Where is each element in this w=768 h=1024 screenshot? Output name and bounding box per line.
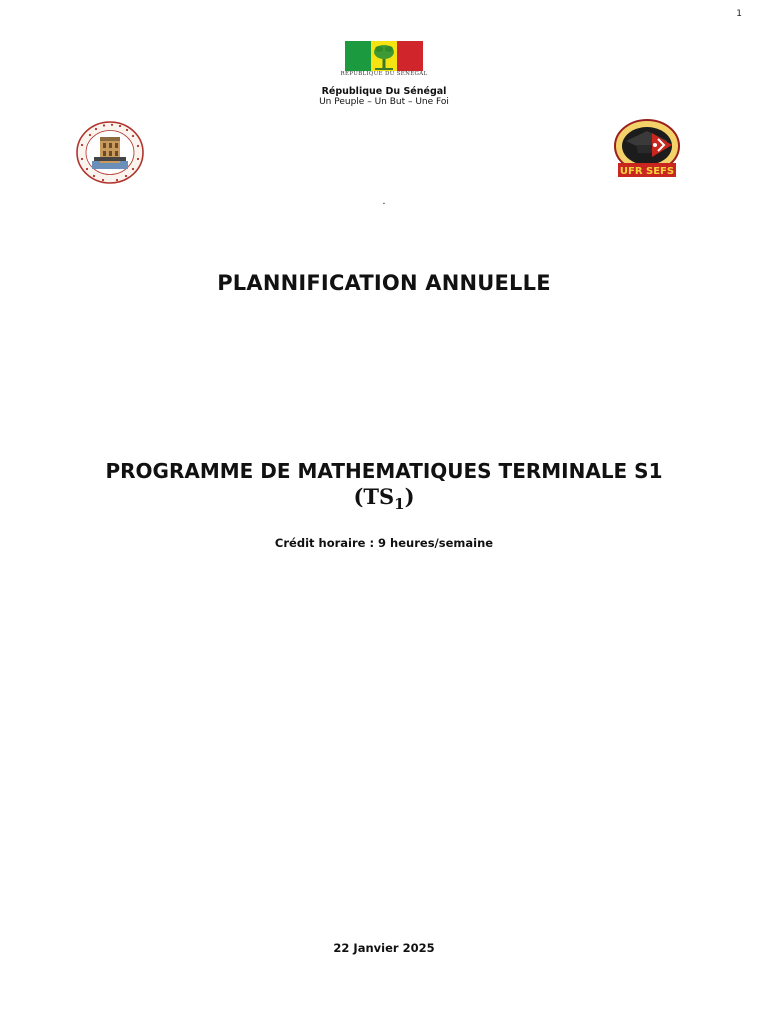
separator-dot: . xyxy=(382,196,386,207)
republic-heading: République Du Sénégal xyxy=(321,86,447,97)
class-code-close: ) xyxy=(404,484,415,509)
ugb-university-seal-icon xyxy=(76,121,144,184)
flag-caption: RÉPUBLIQUE DU SÉNÉGAL xyxy=(340,71,428,77)
baobab-tree-icon xyxy=(371,41,397,71)
page-number: 1 xyxy=(736,9,742,19)
program-title: PROGRAMME DE MATHEMATIQUES TERMINALE S1 xyxy=(105,459,663,483)
flag-yellow-band xyxy=(371,41,397,71)
class-code-subscript: 1 xyxy=(394,495,405,513)
credit-hours: Crédit horaire : 9 heures/semaine xyxy=(274,536,494,550)
flag-red-band xyxy=(397,41,423,71)
document-date: 22 Janvier 2025 xyxy=(333,941,435,955)
senegal-flag-icon xyxy=(345,41,423,71)
flag-green-band xyxy=(345,41,371,71)
national-motto: Un Peuple – Un But – Une Foi xyxy=(319,97,449,107)
ufr-sefs-logo-icon xyxy=(612,119,682,181)
document-title: PLANNIFICATION ANNUELLE xyxy=(217,271,551,295)
class-code-open: (TS xyxy=(353,484,395,509)
ufr-sefs-label: UFR SEFS xyxy=(619,166,675,177)
class-code xyxy=(0,484,768,513)
